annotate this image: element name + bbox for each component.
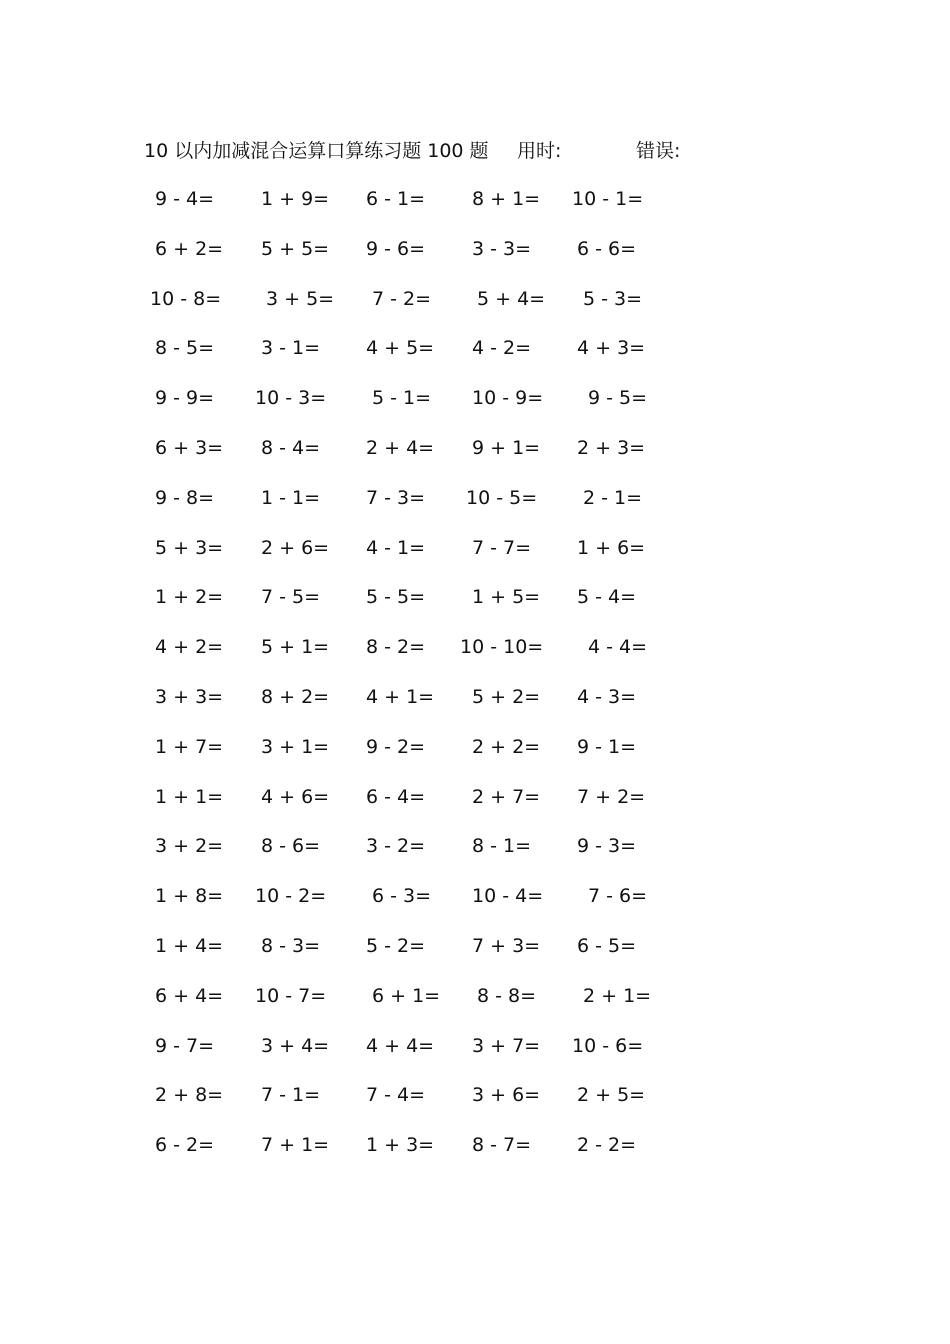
problem-row	[0, 881, 950, 911]
math-problem: 3 - 1=	[261, 337, 321, 360]
math-problem: 6 + 2=	[155, 237, 224, 260]
math-problem: 3 + 6=	[472, 1084, 541, 1107]
math-problem: 6 + 4=	[155, 984, 224, 1007]
problem-row	[0, 333, 950, 363]
math-problem: 1 + 4=	[155, 935, 224, 957]
math-problem: 4 + 2=	[155, 636, 224, 659]
math-problem: 4 + 3=	[577, 337, 646, 360]
math-problem: 1 + 7=	[155, 735, 224, 758]
math-problem: 2 + 6=	[261, 536, 330, 559]
math-problem: 5 + 3=	[155, 536, 224, 559]
math-problem: 2 + 4=	[366, 437, 435, 459]
math-problem: 4 + 4=	[366, 1034, 435, 1057]
math-problem: 5 - 3=	[583, 287, 643, 310]
math-problem: 5 - 4=	[577, 586, 637, 609]
math-problem: 2 + 8=	[155, 1084, 224, 1107]
math-problem: 2 + 3=	[577, 437, 646, 459]
error-label: 错误:	[636, 140, 681, 162]
math-problem: 3 + 3=	[155, 686, 224, 708]
math-problem: 5 + 5=	[261, 237, 330, 260]
math-problem: 8 - 8=	[477, 984, 537, 1007]
math-problem: 6 - 4=	[366, 785, 426, 808]
problem-row	[0, 1080, 950, 1110]
math-problem: 6 - 6=	[577, 237, 637, 260]
math-problem: 8 - 1=	[472, 835, 532, 858]
math-problem: 9 - 8=	[155, 486, 215, 509]
math-problem: 4 + 5=	[366, 337, 435, 360]
math-problem: 10 - 10=	[460, 636, 544, 659]
math-problem: 9 - 5=	[588, 387, 648, 410]
math-problem: 1 + 2=	[155, 586, 224, 609]
math-problem: 2 + 2=	[472, 735, 541, 758]
math-problem: 1 + 6=	[577, 536, 646, 559]
math-problem: 9 - 2=	[366, 735, 426, 758]
math-problem: 4 + 6=	[261, 785, 330, 808]
math-problem: 10 - 3=	[255, 387, 327, 410]
math-problem: 3 + 1=	[261, 735, 330, 758]
math-problem: 9 - 7=	[155, 1034, 215, 1057]
math-problem: 4 + 1=	[366, 686, 435, 708]
math-problem: 6 - 2=	[155, 1134, 215, 1157]
math-problem: 8 - 5=	[155, 337, 215, 360]
problem-row	[0, 383, 950, 413]
math-problem: 3 + 5=	[266, 287, 335, 310]
problem-row	[0, 284, 950, 314]
problem-row	[0, 234, 950, 264]
math-problem: 3 - 2=	[366, 835, 426, 858]
math-problem: 5 - 2=	[366, 935, 426, 957]
time-label: 用时:	[517, 140, 562, 162]
math-problem: 6 - 1=	[366, 188, 426, 210]
math-problem: 7 + 2=	[577, 785, 646, 808]
math-problem: 3 + 2=	[155, 835, 224, 858]
math-problem: 8 + 1=	[472, 188, 541, 210]
math-problem: 1 + 1=	[155, 785, 224, 808]
math-problem: 2 - 2=	[577, 1134, 637, 1157]
math-problem: 8 - 4=	[261, 437, 321, 459]
math-problem: 2 + 5=	[577, 1084, 646, 1107]
math-problem: 10 - 4=	[472, 885, 544, 908]
problem-row	[0, 533, 950, 563]
math-problem: 6 - 3=	[372, 885, 432, 908]
math-problem: 3 + 4=	[261, 1034, 330, 1057]
math-problem: 5 + 4=	[477, 287, 546, 310]
math-problem: 7 - 3=	[366, 486, 426, 509]
problem-row	[0, 483, 950, 513]
math-problem: 1 + 3=	[366, 1134, 435, 1157]
problem-row	[0, 931, 950, 961]
math-problem: 8 + 2=	[261, 686, 330, 708]
math-problem: 5 - 5=	[366, 586, 426, 609]
math-problem: 8 - 3=	[261, 935, 321, 957]
problem-row	[0, 1031, 950, 1061]
math-problem: 10 - 9=	[472, 387, 544, 410]
problem-row	[0, 782, 950, 812]
math-problem: 8 - 6=	[261, 835, 321, 858]
math-problem: 10 - 8=	[150, 287, 222, 310]
problem-row	[0, 682, 950, 712]
math-problem: 7 - 6=	[588, 885, 648, 908]
math-problem: 9 + 1=	[472, 437, 541, 459]
math-problem: 5 - 1=	[372, 387, 432, 410]
math-problem: 7 - 2=	[372, 287, 432, 310]
math-problem: 3 - 3=	[472, 237, 532, 260]
math-problem: 9 - 4=	[155, 188, 215, 210]
math-problem: 7 + 1=	[261, 1134, 330, 1157]
math-problem: 6 - 5=	[577, 935, 637, 957]
math-problem: 2 - 1=	[583, 486, 643, 509]
math-problem: 10 - 6=	[572, 1034, 644, 1057]
math-problem: 10 - 5=	[466, 486, 538, 509]
math-problem: 4 - 4=	[588, 636, 648, 659]
problem-row	[0, 1130, 950, 1160]
math-problem: 3 + 7=	[472, 1034, 541, 1057]
math-problem: 10 - 2=	[255, 885, 327, 908]
problem-row	[0, 632, 950, 662]
math-problem: 2 + 1=	[583, 984, 652, 1007]
problem-row	[0, 184, 950, 214]
math-problem: 1 - 1=	[261, 486, 321, 509]
worksheet-title: 10 以内加减混合运算口算练习题 100 题	[144, 140, 489, 162]
math-problem: 7 - 5=	[261, 586, 321, 609]
math-problem: 9 - 3=	[577, 835, 637, 858]
math-problem: 8 - 2=	[366, 636, 426, 659]
problem-row	[0, 732, 950, 762]
problem-row	[0, 831, 950, 861]
math-problem: 9 - 9=	[155, 387, 215, 410]
math-problem: 10 - 7=	[255, 984, 327, 1007]
problem-row	[0, 981, 950, 1011]
problem-row	[0, 582, 950, 612]
math-problem: 1 + 9=	[261, 188, 330, 210]
math-problem: 1 + 8=	[155, 885, 224, 908]
problem-row	[0, 433, 950, 463]
math-problem: 4 - 1=	[366, 536, 426, 559]
math-problem: 9 - 6=	[366, 237, 426, 260]
math-problem: 5 + 2=	[472, 686, 541, 708]
math-problem: 6 + 1=	[372, 984, 441, 1007]
math-problem: 2 + 7=	[472, 785, 541, 808]
math-problem: 7 + 3=	[472, 935, 541, 957]
math-problem: 7 - 4=	[366, 1084, 426, 1107]
math-problem: 10 - 1=	[572, 188, 644, 210]
math-problem: 4 - 2=	[472, 337, 532, 360]
math-problem: 6 + 3=	[155, 437, 224, 459]
math-problem: 9 - 1=	[577, 735, 637, 758]
math-problem: 1 + 5=	[472, 586, 541, 609]
math-problem: 7 - 7=	[472, 536, 532, 559]
math-problem: 7 - 1=	[261, 1084, 321, 1107]
math-problem: 8 - 7=	[472, 1134, 532, 1157]
math-problem: 5 + 1=	[261, 636, 330, 659]
math-problem: 4 - 3=	[577, 686, 637, 708]
